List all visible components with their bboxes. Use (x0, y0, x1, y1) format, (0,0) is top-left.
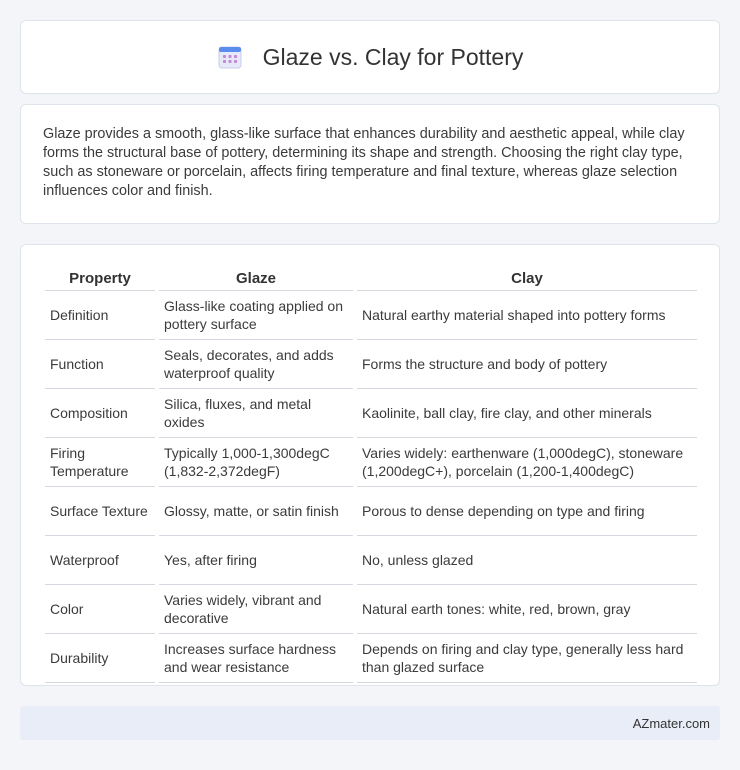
table-row (45, 487, 697, 536)
cell-property: Composition (45, 389, 155, 438)
table-row (45, 291, 697, 340)
title-card (20, 20, 720, 94)
cell-property: Definition (45, 291, 155, 340)
cell-clay: Natural earthy material shaped into pottery forms (357, 291, 697, 340)
cell-glaze: Seals, decorates, and adds waterproof quality (159, 340, 353, 389)
comparison-table (41, 265, 701, 683)
table-header-row (45, 265, 697, 291)
footer (20, 706, 720, 740)
cell-clay: Depends on firing and clay type, generally less hard than glazed surface (357, 634, 697, 683)
table-row (45, 340, 697, 389)
cell-property: Firing Temperature (45, 438, 155, 487)
title-wrap (217, 44, 524, 71)
table-row (45, 585, 697, 634)
cell-glaze: Increases surface hardness and wear resistance (159, 634, 353, 683)
cell-clay: Varies widely: earthenware (1,000degC), stoneware (1,200degC+), porcelain (1,200-1,400degC) (357, 438, 697, 487)
cell-clay: Porous to dense depending on type and firing (357, 487, 697, 536)
cell-glaze: Glossy, matte, or satin finish (159, 487, 353, 536)
calendar-grid-icon (217, 44, 243, 70)
intro-paragraph: Glaze provides a smooth, glass-like surface that enhances durability and aesthetic appeal, while clay forms the structural base of pottery, determining its shape and strength. Choosing the right clay type, such as stoneware or porcelain, affects firing temperature and final texture, whereas glaze selection influences color and finish. (43, 126, 685, 199)
header-clay: Clay (357, 265, 697, 291)
cell-clay: Forms the structure and body of pottery (357, 340, 697, 389)
cell-clay: Kaolinite, ball clay, fire clay, and other minerals (357, 389, 697, 438)
footer-site-link[interactable]: AZmater.com (632, 715, 710, 731)
comparison-card (20, 244, 720, 686)
cell-glaze: Glass-like coating applied on pottery surface (159, 291, 353, 340)
cell-glaze: Yes, after firing (159, 536, 353, 585)
cell-property: Surface Texture (45, 487, 155, 536)
table-row (45, 536, 697, 585)
cell-property: Waterproof (45, 536, 155, 585)
cell-glaze: Varies widely, vibrant and decorative (159, 585, 353, 634)
table-row (45, 438, 697, 487)
cell-property: Function (45, 340, 155, 389)
intro-card (20, 104, 720, 224)
cell-property: Color (45, 585, 155, 634)
cell-property: Durability (45, 634, 155, 683)
cell-glaze: Typically 1,000-1,300degC (1,832-2,372degF) (159, 438, 353, 487)
header-property: Property (45, 265, 155, 291)
page-title: Glaze vs. Clay for Pottery (262, 43, 524, 70)
cell-clay: No, unless glazed (357, 536, 697, 585)
header-glaze: Glaze (159, 265, 353, 291)
cell-clay: Natural earth tones: white, red, brown, gray (357, 585, 697, 634)
table-row (45, 634, 697, 683)
cell-glaze: Silica, fluxes, and metal oxides (159, 389, 353, 438)
table-row (45, 389, 697, 438)
